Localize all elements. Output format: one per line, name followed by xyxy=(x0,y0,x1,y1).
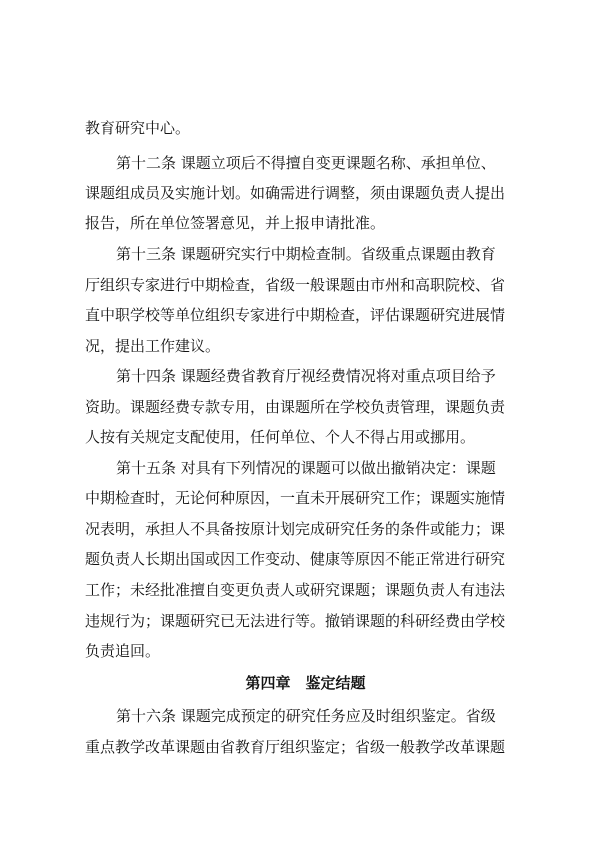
text-line: 教育研究中心。 xyxy=(85,119,191,137)
article-13-line: 第十三条 课题研究实行中期检查制。省级重点课题由教育 xyxy=(116,245,496,263)
text-line: 重点教学改革课题由省教育厅组织鉴定；省级一般教学改革课题 xyxy=(85,738,506,756)
text-line: 人按有关规定支配使用，任何单位、个人不得占用或挪用。 xyxy=(85,428,476,446)
text-line: 课题组成员及实施计划。如确需进行调整，须由课题负责人提出 xyxy=(85,184,506,202)
text-line: 题负责人长期出国或因工作变动、健康等原因不能正常进行研究 xyxy=(85,550,506,568)
text-line: 直中职学校等单位组织专家进行中期检查，评估课题研究进展情 xyxy=(85,306,506,324)
text-line: 资助。课题经费专款专用，由课题所在学校负责管理，课题负责 xyxy=(85,398,506,416)
text-line: 违规行为；课题研究已无法进行等。撤销课题的科研经费由学校 xyxy=(85,612,506,630)
article-12-line: 第十二条 课题立项后不得擅自变更课题名称、承担单位、 xyxy=(116,154,496,172)
article-15-line: 第十五条 对具有下列情况的课题可以做出撤销决定：课题 xyxy=(116,459,496,477)
text-line: 中期检查时，无论何种原因，一直未开展研究工作；课题实施情 xyxy=(85,489,506,507)
text-line: 负责追回。 xyxy=(85,642,161,660)
text-line: 厅组织专家进行中期检查，省级一般课题由市州和高职院校、省 xyxy=(85,276,506,294)
text-line: 况表明，承担人不具备按原计划完成研究任务的条件或能力；课 xyxy=(85,520,506,538)
chapter-heading: 第四章 鉴定结题 xyxy=(245,674,366,692)
text-line: 况，提出工作建议。 xyxy=(85,337,221,355)
text-line: 工作；未经批准擅自变更负责人或研究课题；课题负责人有违法 xyxy=(85,581,506,599)
article-14-line: 第十四条 课题经费省教育厅视经费情况将对重点项目给予 xyxy=(116,367,496,385)
article-16-line: 第十六条 课题完成预定的研究任务应及时组织鉴定。省级 xyxy=(116,707,496,725)
text-line: 报告，所在单位签署意见，并上报申请批准。 xyxy=(85,214,386,232)
